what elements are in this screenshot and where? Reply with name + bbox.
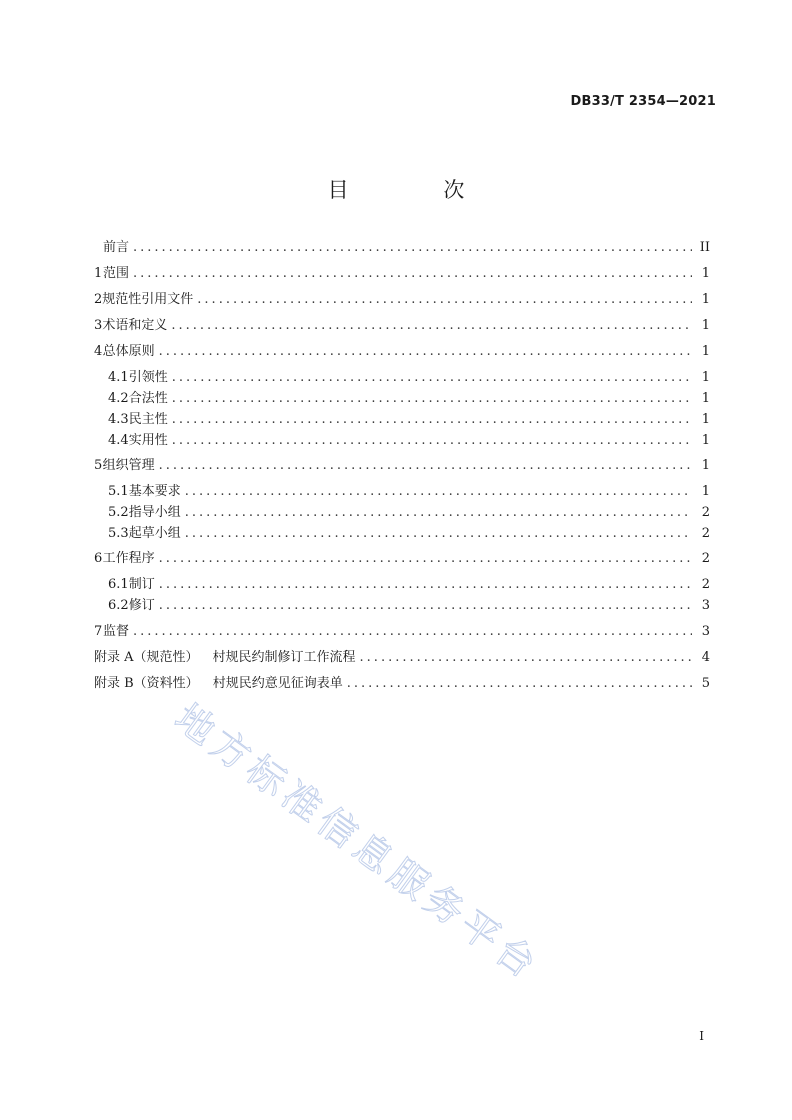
toc-entry-number: 5.2	[108, 505, 129, 520]
toc-entry-number: 4.2	[108, 391, 129, 406]
toc-entry[interactable]	[94, 622, 710, 642]
toc-entry[interactable]	[94, 456, 710, 476]
toc-entry-label: 总体原则	[102, 344, 155, 359]
toc-entry-label: 范围	[102, 266, 129, 281]
toc-dot-leader	[347, 674, 692, 694]
toc-entry-label: 村规民约制修订工作流程	[212, 650, 356, 665]
toc-entry-number: 4	[94, 344, 103, 359]
toc-entry[interactable]	[94, 264, 710, 284]
toc-entry-number: 4.3	[108, 412, 129, 427]
toc-dot-leader	[159, 342, 692, 362]
toc-appendix-entry[interactable]	[94, 674, 710, 694]
toc-entry-page: 1	[701, 391, 710, 406]
toc-subentry[interactable]	[108, 431, 710, 451]
toc-entry-number: 6.1	[108, 577, 129, 592]
page-title: 目 次	[327, 178, 509, 202]
page-number: I	[699, 1029, 704, 1043]
toc-entry-label: 村规民约意见征询表单	[212, 676, 343, 691]
toc-dot-leader	[159, 549, 692, 569]
toc-dot-leader	[197, 290, 692, 310]
toc-dot-leader	[172, 389, 692, 409]
toc-subentry[interactable]	[108, 524, 710, 544]
toc-entry-page: 5	[701, 676, 710, 691]
toc-entry-page: 2	[701, 505, 710, 520]
toc-dot-leader	[133, 264, 692, 284]
toc-entry[interactable]	[94, 238, 710, 258]
toc-dot-leader	[159, 596, 692, 616]
toc-entry-page: 1	[701, 370, 710, 385]
document-code: DB33/T 2354—2021	[570, 94, 716, 109]
toc-entry-page: 1	[701, 318, 710, 333]
toc-subentry[interactable]	[108, 389, 710, 409]
toc-entry-page: 1	[701, 484, 710, 499]
watermark: 地方标准信息服务平台	[166, 695, 549, 990]
toc-entry-number: 6	[94, 551, 103, 566]
toc-entry-page: II	[699, 240, 710, 255]
toc-entry-label: 合法性	[128, 391, 168, 406]
toc-entry-number: 附录 A（规范性）	[94, 650, 199, 665]
toc-entry-page: 2	[701, 577, 710, 592]
toc-entry-number: 5.1	[108, 484, 129, 499]
toc-subentry[interactable]	[108, 482, 710, 502]
toc-entry-number: 4.4	[108, 433, 129, 448]
toc-dot-leader	[172, 368, 692, 388]
toc-entry-page: 1	[701, 412, 710, 427]
toc-entry-number: 4.1	[108, 370, 129, 385]
toc-entry[interactable]	[94, 316, 710, 336]
toc-dot-leader	[172, 431, 692, 451]
toc-entry-label: 组织管理	[102, 458, 155, 473]
toc-dot-leader	[185, 524, 692, 544]
toc-entry-page: 1	[701, 458, 710, 473]
toc-appendix-entry[interactable]	[94, 648, 710, 668]
toc-entry-number: 3	[94, 318, 103, 333]
toc-entry-number: 6.2	[108, 598, 129, 613]
toc-entry-label: 引领性	[128, 370, 168, 385]
toc-entry-page: 4	[701, 650, 710, 665]
toc-subentry[interactable]	[108, 503, 710, 523]
toc-entry-label: 指导小组	[128, 505, 181, 520]
toc-entry-label: 制订	[128, 577, 155, 592]
toc-subentry[interactable]	[108, 596, 710, 616]
toc-entry-label: 前言	[102, 240, 129, 255]
toc-dot-leader	[185, 503, 692, 523]
toc-entry-label: 起草小组	[128, 526, 181, 541]
toc-entry-number: 1	[94, 266, 103, 281]
toc-subentry[interactable]	[108, 410, 710, 430]
toc-entry-page: 1	[701, 344, 710, 359]
toc-entry-page: 1	[701, 292, 710, 307]
toc-dot-leader	[133, 622, 692, 642]
toc-dot-leader	[172, 410, 692, 430]
toc-entry[interactable]	[94, 342, 710, 362]
toc-dot-leader	[171, 316, 692, 336]
toc-entry-label: 规范性引用文件	[102, 292, 194, 307]
toc-dot-leader	[133, 238, 692, 258]
toc-entry-page: 3	[701, 598, 710, 613]
toc-entry[interactable]	[94, 549, 710, 569]
toc-entry-page: 1	[701, 266, 710, 281]
toc-entry-page: 1	[701, 433, 710, 448]
toc-entry-number: 2	[94, 292, 103, 307]
toc-dot-leader	[159, 575, 692, 595]
toc-entry-number: 5	[94, 458, 103, 473]
toc-subentry[interactable]	[108, 575, 710, 595]
toc-entry-page: 2	[701, 551, 710, 566]
toc-entry-page: 2	[701, 526, 710, 541]
toc-dot-leader	[185, 482, 692, 502]
toc-entry-label: 实用性	[128, 433, 168, 448]
toc-entry[interactable]	[94, 290, 710, 310]
toc-entry-label: 基本要求	[128, 484, 181, 499]
toc-entry-number: 附录 B（资料性）	[94, 676, 199, 691]
toc-entry-label: 民主性	[128, 412, 168, 427]
toc-entry-page: 3	[701, 624, 710, 639]
toc-entry-label: 工作程序	[102, 551, 155, 566]
toc-entry-number: 5.3	[108, 526, 129, 541]
toc-entry-label: 修订	[128, 598, 155, 613]
toc-entry-label: 术语和定义	[102, 318, 168, 333]
toc-dot-leader	[159, 456, 692, 476]
toc-entry-label: 监督	[102, 624, 129, 639]
toc-subentry[interactable]	[108, 368, 710, 388]
toc-dot-leader	[360, 648, 692, 668]
toc-entry-number: 7	[94, 624, 103, 639]
